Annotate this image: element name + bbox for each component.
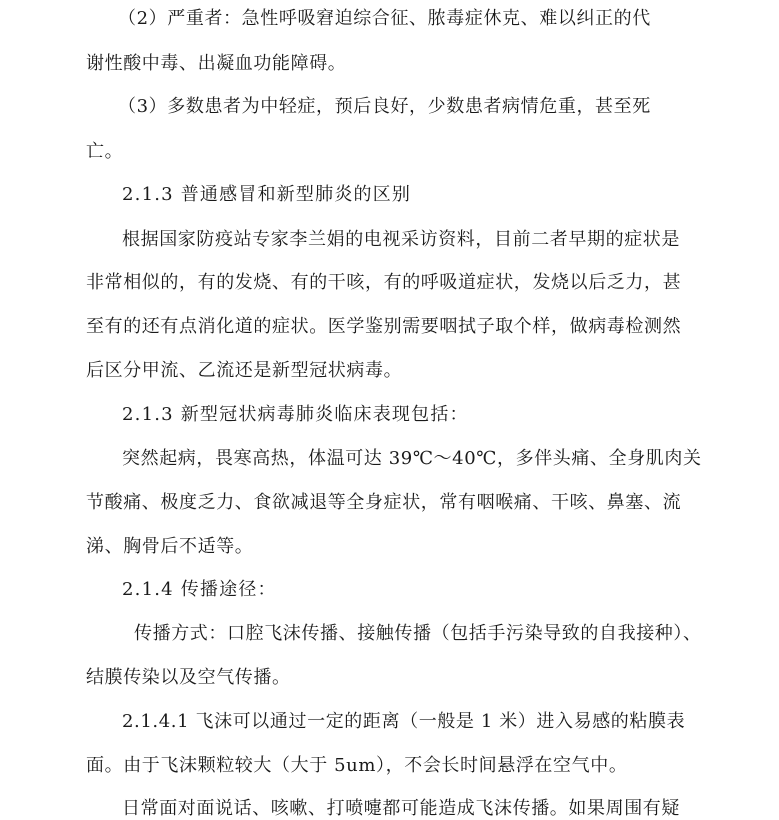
paragraph-clinical-symptoms: 突然起病，畏寒高热，体温可达 39℃～40℃，多伴头痛、全身肌肉关 bbox=[122, 448, 702, 469]
paragraph-expert-interview-cont-3: 后区分甲流、乙流还是新型冠状病毒。 bbox=[86, 360, 403, 381]
paragraph-droplet-distance-cont: 面。由于飞沫颗粒较大（大于 5um），不会长时间悬浮在空气中。 bbox=[86, 755, 628, 776]
paragraph-severe-cases: （2）严重者：急性呼吸窘迫综合征、脓毒症休克、难以纠正的代 bbox=[118, 8, 651, 29]
paragraph-severe-cases-cont: 谢性酸中毒、出凝血功能障碍。 bbox=[86, 53, 347, 74]
paragraph-transmission-mode: 传播方式：口腔飞沫传播、接触传播（包括手污染导致的自我接种）、 bbox=[134, 623, 702, 644]
paragraph-expert-interview-cont-1: 非常相似的，有的发烧、有的干咳，有的呼吸道症状，发烧以后乏力，甚 bbox=[86, 272, 682, 293]
paragraph-clinical-symptoms-cont-1: 节酸痛、极度乏力、食欲减退等全身症状，常有咽喉痛、干咳、鼻塞、流 bbox=[86, 492, 682, 513]
section-heading-2-1-3-difference: 2.1.3 普通感冒和新型肺炎的区别 bbox=[122, 184, 412, 205]
paragraph-expert-interview: 根据国家防疫站专家李兰娟的电视采访资料，目前二者早期的症状是 bbox=[122, 229, 680, 250]
paragraph-clinical-symptoms-cont-2: 涕、胸骨后不适等。 bbox=[86, 536, 254, 557]
section-heading-2-1-3-clinical: 2.1.3 新型冠状病毒肺炎临床表现包括： bbox=[122, 404, 469, 425]
paragraph-expert-interview-cont-2: 至有的还有点消化道的症状。医学鉴别需要咽拭子取个样，做病毒检测然 bbox=[86, 316, 682, 337]
section-heading-2-1-4: 2.1.4 传播途径： bbox=[122, 579, 277, 600]
paragraph-prognosis: （3）多数患者为中轻症，预后良好，少数患者病情危重，甚至死 bbox=[118, 96, 651, 117]
paragraph-prognosis-cont: 亡。 bbox=[86, 141, 124, 162]
paragraph-droplet-distance: 2.1.4.1 飞沫可以通过一定的距离（一般是 1 米）进入易感的粘膜表 bbox=[122, 711, 686, 732]
paragraph-transmission-mode-cont: 结膜传染以及空气传播。 bbox=[86, 667, 291, 688]
paragraph-daily-contact: 日常面对面说话、咳嗽、打喷嚏都可能造成飞沫传播。如果周围有疑 bbox=[122, 798, 680, 819]
